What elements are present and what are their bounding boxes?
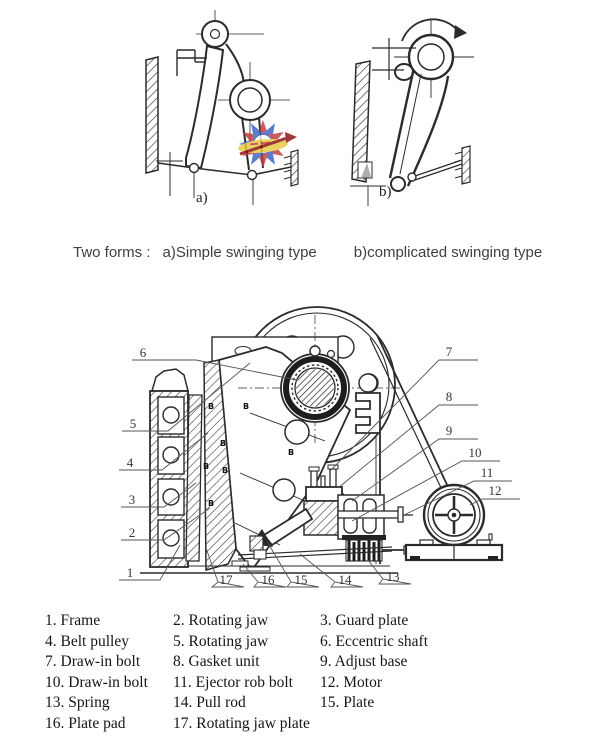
- figure-swing-types: [0, 0, 601, 232]
- callout-15: 15: [294, 572, 308, 587]
- svg-text:B: B: [208, 499, 215, 508]
- fixed-wall-a: [146, 57, 158, 173]
- part-item: 4. Belt pulley: [45, 632, 129, 650]
- swing-jaw-a: [186, 46, 223, 168]
- part-item: 14. Pull rod: [173, 694, 246, 711]
- jaw-curve-a: [226, 44, 244, 84]
- callout-14: 14: [338, 572, 352, 587]
- part-item: 8. Gasket unit: [173, 653, 260, 670]
- part-item: 10. Draw-in bolt: [45, 673, 148, 691]
- part-item: 2. Rotating jaw: [173, 612, 269, 629]
- part-item: 1. Frame: [45, 612, 101, 629]
- callout-10: 10: [468, 445, 482, 460]
- part-item: 17. Rotating jaw plate: [173, 714, 310, 732]
- callout-4: 4: [126, 455, 134, 470]
- adjusting-assembly: [304, 465, 413, 539]
- figure-label-b: b): [379, 184, 392, 200]
- drive-belt: [370, 335, 449, 492]
- callout-7: 7: [445, 344, 453, 359]
- part-item: 7. Draw-in bolt: [45, 653, 141, 670]
- part-item: 12. Motor: [320, 673, 382, 691]
- part-item: 11. Ejector rob bolt: [173, 673, 293, 691]
- part-item: 5. Rotating jaw: [173, 632, 269, 650]
- fixed-jaw-plate: [186, 395, 202, 561]
- callout-1: 1: [126, 565, 134, 580]
- caption-item-a: a)Simple swinging type: [162, 244, 317, 261]
- callout-3: 3: [128, 492, 136, 507]
- part-item: 15. Plate: [320, 694, 375, 711]
- svg-text:B: B: [208, 402, 215, 411]
- eccentric-b: [394, 19, 474, 98]
- part-item: 16. Plate pad: [45, 714, 126, 732]
- figure-jaw-crusher-diagram: [0, 283, 601, 605]
- frame-left-column: [150, 369, 188, 567]
- lug-b: [395, 64, 413, 80]
- caption-prefix: Two forms :: [73, 244, 151, 261]
- caption-item-b: b)complicated swinging type: [353, 244, 543, 261]
- diagram-complicated-swinging: [350, 19, 474, 206]
- callout-9: 9: [445, 423, 453, 438]
- callout-8: 8: [445, 389, 453, 404]
- callout-2: 2: [128, 525, 136, 540]
- svg-text:B: B: [243, 402, 250, 411]
- callout-11: 11: [480, 465, 494, 480]
- callout-16: 16: [261, 572, 275, 587]
- callout-12: 12: [488, 483, 502, 498]
- figure-caption: [73, 244, 593, 261]
- svg-text:B: B: [203, 462, 210, 471]
- figure-label-a: a): [196, 190, 208, 206]
- callout-6: 6: [139, 345, 147, 360]
- part-item: 6. Eccentric shaft: [320, 632, 429, 650]
- callout-5: 5: [129, 416, 137, 431]
- callout-13: 13: [386, 569, 400, 584]
- parts-list: [45, 611, 530, 734]
- part-item: 3. Guard plate: [320, 612, 409, 629]
- part-item: 13. Spring: [45, 694, 110, 711]
- svg-text:B: B: [222, 466, 229, 475]
- svg-text:B: B: [220, 439, 227, 448]
- svg-text:B: B: [288, 448, 295, 457]
- swing-jaw-b: [390, 72, 448, 191]
- diagram-simple-swinging: [146, 10, 298, 205]
- part-item: [320, 714, 530, 735]
- part-item: 9. Adjust base: [320, 653, 408, 670]
- watermark-logo: [237, 120, 297, 168]
- callout-17: 17: [219, 572, 233, 587]
